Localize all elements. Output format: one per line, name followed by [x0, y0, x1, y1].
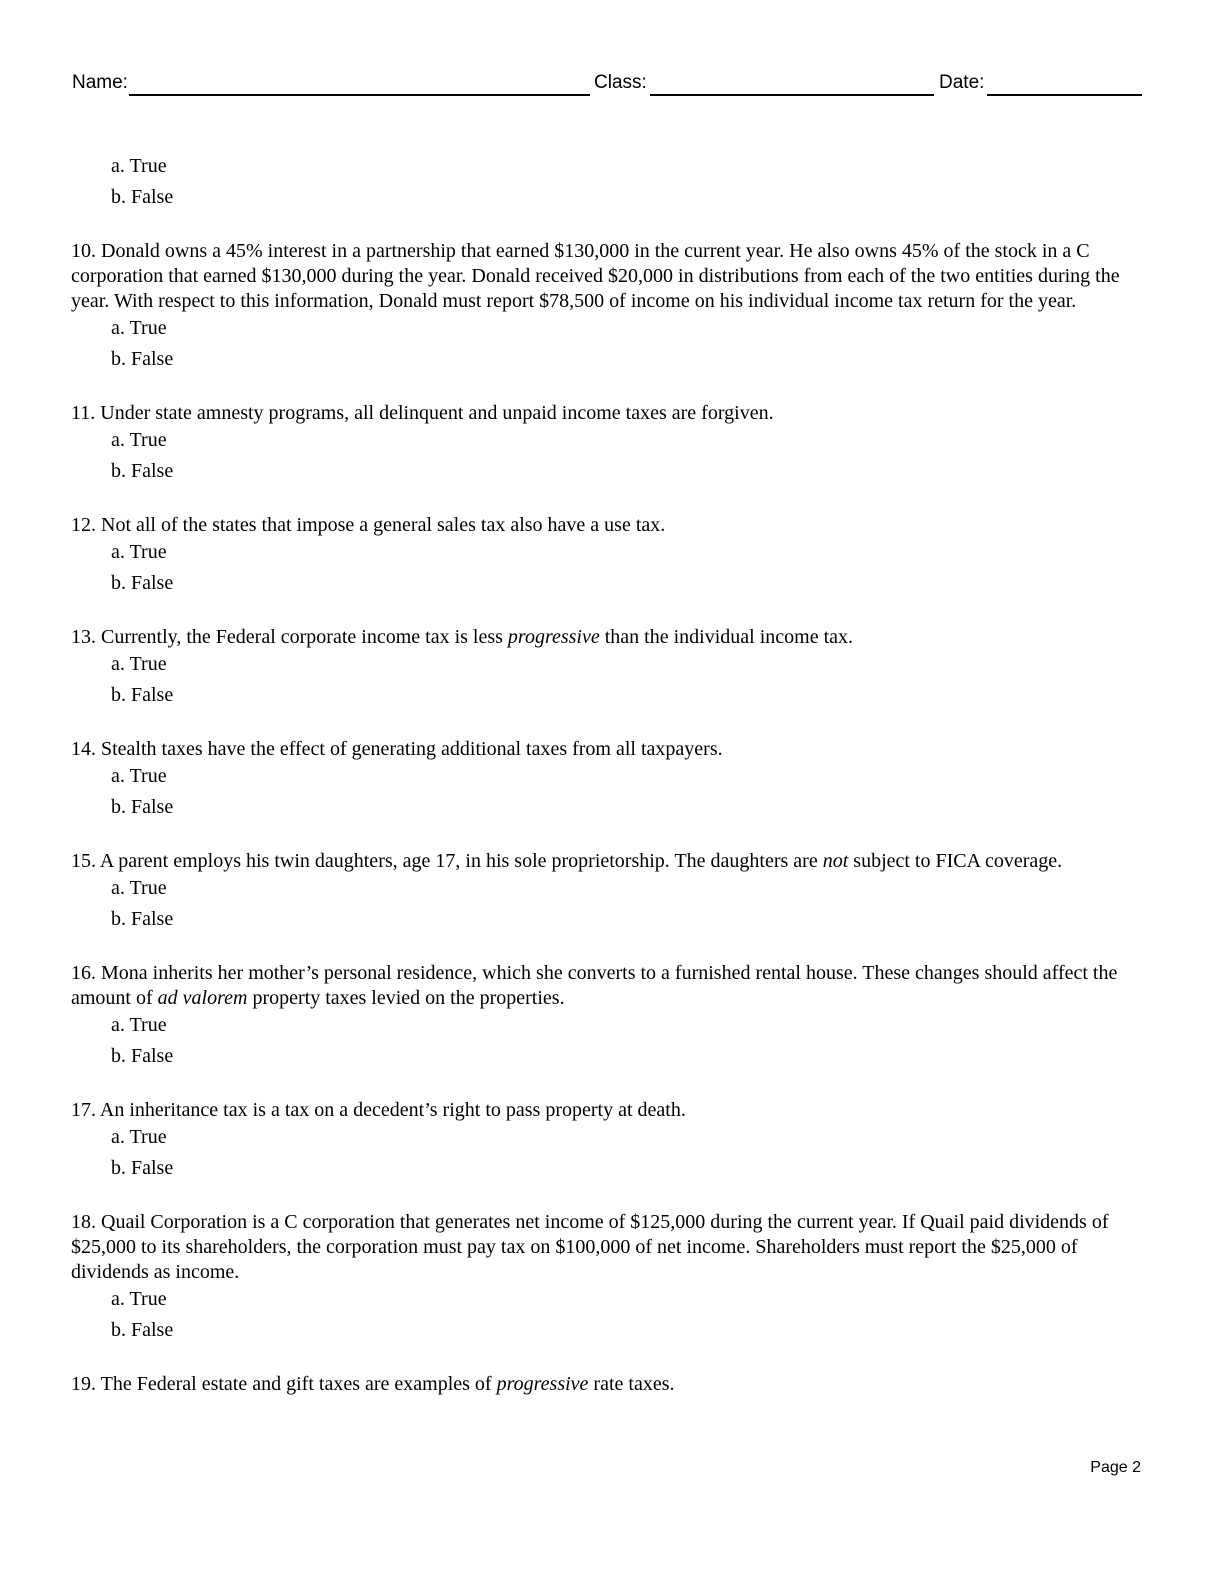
question-17	[71, 1098, 1141, 1185]
option-true: a. True	[111, 429, 167, 451]
class-label: Class:	[594, 72, 647, 93]
option-true: a. True	[111, 653, 167, 675]
option-false: b. False	[111, 1045, 174, 1067]
option-false: b. False	[111, 908, 174, 930]
question-stem: 10. Donald owns a 45% interest in a partnership that earned $130,000 in the current year. He also owns 45% of the stock in a C corporation that earned $130,000 during the year. Donald received $20,000 in distributions from each of the two entities during the year. With respect to this information, Donald must report $78,500 of income on his individual income tax return for the year.	[71, 240, 1120, 312]
question-stem: 19. The Federal estate and gift taxes are examples of progressive rate taxes.	[71, 1373, 675, 1395]
name-field-line	[129, 94, 590, 96]
continued-question-options	[71, 152, 1141, 214]
option-true: a. True	[111, 1126, 167, 1148]
question-stem: 15. A parent employs his twin daughters, age 17, in his sole proprietorship. The daughters are not subject to FICA coverage.	[71, 850, 1063, 872]
question-stem: 17. An inheritance tax is a tax on a decedent’s right to pass property at death.	[71, 1099, 686, 1121]
question-13	[71, 625, 1141, 712]
question-stem: 11. Under state amnesty programs, all delinquent and unpaid income taxes are forgiven.	[71, 402, 774, 424]
option-false: b. False	[111, 1157, 174, 1179]
question-stem: 14. Stealth taxes have the effect of generating additional taxes from all taxpayers.	[71, 738, 723, 760]
question-stem: 13. Currently, the Federal corporate income tax is less progressive than the individual income tax.	[71, 626, 854, 648]
question-10	[71, 239, 1141, 376]
option-true: a. True	[111, 541, 167, 563]
option-false: b. False	[111, 348, 174, 370]
emphasis-text: progressive	[496, 1373, 589, 1395]
date-label: Date:	[939, 72, 985, 93]
question-stem: 18. Quail Corporation is a C corporation that generates net income of $125,000 during the current year. If Quail paid dividends of $25,000 to its shareholders, the corporation must pay tax on $100,000 of net income. Shareholders must report the $25,000 of dividends as income.	[71, 1211, 1109, 1283]
class-field-line	[650, 94, 934, 96]
question-16	[71, 961, 1141, 1073]
option-false: b. False	[111, 796, 174, 818]
name-label: Name:	[72, 72, 128, 93]
option-false: b. False	[111, 1319, 174, 1341]
question-15	[71, 849, 1141, 936]
question-18	[71, 1210, 1141, 1347]
question-14	[71, 737, 1141, 824]
option-true: a. True	[111, 1014, 167, 1036]
option-true: a. True	[111, 155, 167, 177]
question-list	[71, 152, 1141, 1397]
option-true: a. True	[111, 877, 167, 899]
option-true: a. True	[111, 765, 167, 787]
option-true: a. True	[111, 317, 167, 339]
page-header	[72, 70, 1142, 98]
option-false: b. False	[111, 572, 174, 594]
page-number: Page 2	[1090, 1459, 1141, 1476]
option-false: b. False	[111, 186, 174, 208]
question-12	[71, 513, 1141, 600]
emphasis-text: progressive	[507, 626, 600, 648]
option-false: b. False	[111, 460, 174, 482]
question-19	[71, 1372, 1141, 1397]
emphasis-text: ad valorem	[157, 987, 248, 1009]
question-stem: 16. Mona inherits her mother’s personal residence, which she converts to a furnished rental house. These changes should affect the amount of ad valorem property taxes levied on the properties.	[71, 962, 1118, 1009]
option-true: a. True	[111, 1288, 167, 1310]
option-false: b. False	[111, 684, 174, 706]
date-field-line	[987, 94, 1142, 96]
question-11	[71, 401, 1141, 488]
question-stem: 12. Not all of the states that impose a general sales tax also have a use tax.	[71, 514, 666, 536]
emphasis-text: not	[822, 850, 849, 872]
